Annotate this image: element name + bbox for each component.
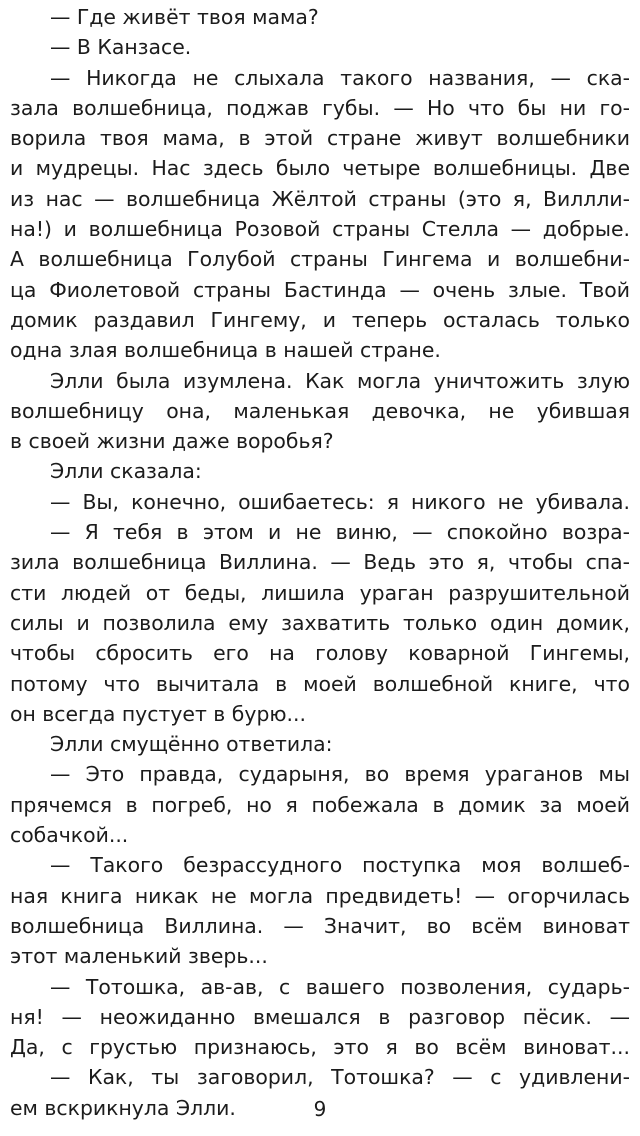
text-line: прячемся в погреб, но я побежала в домик за моей (10, 792, 630, 817)
text-line: — В Канзасе. (50, 35, 192, 60)
text-line: волшебница Виллина. — Значит, во всём виноват (10, 913, 630, 938)
text-line: А волшебница Голубой страны Гингема и волшебни- (10, 247, 630, 272)
text-line: — Это правда, сударыня, во время ураганов мы (50, 762, 630, 787)
text-line: на!) и волшебница Розовой страны Стелла — добрые. (10, 217, 630, 242)
text-line: — Как, ты заговорил, Тотошка? — с удивлени- (50, 1065, 630, 1090)
text-line: силы и позволила ему захватить только один домик, (10, 610, 630, 635)
text-line: ца Фиолетовой страны Бастинда — очень злые. Твой (10, 277, 630, 302)
book-page (10, 2, 630, 1123)
text-line: он всегда пустует в бурю... (10, 701, 307, 726)
text-line: собачкой... (10, 823, 129, 848)
text-line: — Вы, конечно, ошибаетесь: я никого не убивала. (50, 489, 630, 514)
text-line: ем вскрикнула Элли. (10, 1095, 236, 1120)
text-line: сти людей от беды, лишила ураган разрушительной (10, 580, 630, 605)
text-line: — Я тебя в этом и не виню, — спокойно возра- (50, 520, 630, 545)
text-line: и мудрецы. Нас здесь было четыре волшебницы. Две (10, 156, 630, 181)
text-line: Элли сказала: (50, 459, 202, 484)
text-line: одна злая волшебница в нашей стране. (10, 338, 441, 363)
text-line: зила волшебница Виллина. — Ведь это я, чтобы спа- (10, 550, 630, 575)
text-line: — Никогда не слыхала такого названия, — ска- (50, 65, 630, 90)
text-line: этот маленький зверь... (10, 944, 268, 969)
text-line: Да, с грустью признаюсь, это я во всём виноват... (10, 1035, 630, 1060)
text-line: Элли смущённо ответила: (50, 732, 333, 757)
text-line: ная книга никак не могла предвидеть! — огорчилась (10, 883, 630, 908)
text-line: — Где живёт твоя мама? (50, 5, 319, 29)
text-line: в своей жизни даже воробья? (10, 429, 334, 454)
text-line: потому что вычитала в моей волшебной книге, что (10, 671, 630, 696)
text-line: из нас — волшебница Жёлтой страны (это я, Виллли- (10, 186, 630, 211)
text-line: волшебницу она, маленькая девочка, не убившая (10, 398, 630, 423)
text-line: зала волшебница, поджав губы. — Но что бы ни го- (10, 95, 630, 120)
text-line: — Такого безрассудного поступка моя волшеб- (50, 853, 630, 878)
text-line: домик раздавил Гингему, и теперь осталась только (10, 307, 630, 332)
text-line: ворила твоя мама, в этой стране живут волшебники (10, 126, 630, 151)
page-number: 9 (313, 1097, 327, 1121)
text-line: чтобы сбросить его на голову коварной Гингемы, (10, 641, 630, 666)
text-line: — Тотошка, ав-ав, с вашего позволения, сударь- (50, 974, 630, 999)
text-line: Элли была изумлена. Как могла уничтожить злую (50, 368, 630, 393)
text-line: ня! — неожиданно вмешался в разговор пёсик. — (10, 1004, 630, 1029)
